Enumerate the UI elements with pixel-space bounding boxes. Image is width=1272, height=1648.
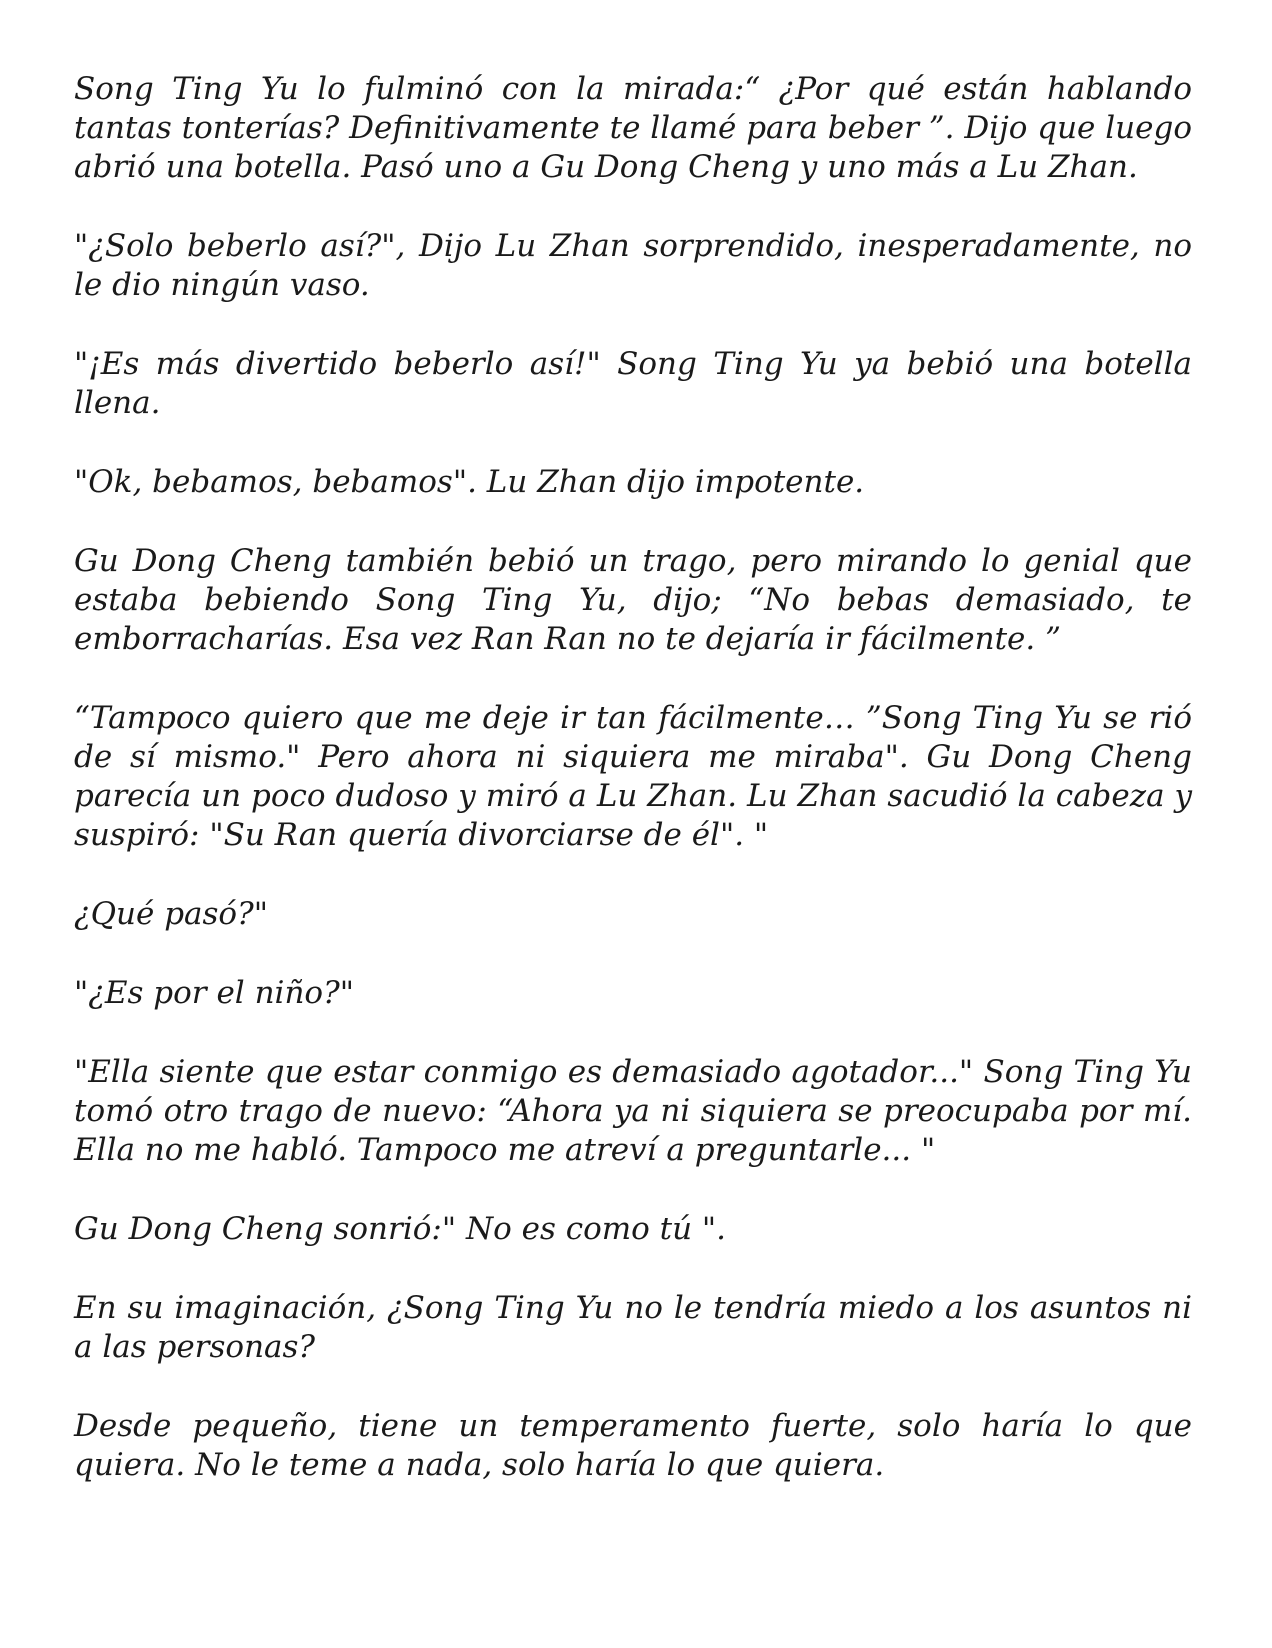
paragraph: "Ella siente que estar conmigo es demasiado agotador..." Song Ting Yu tomó otro trago de nuevo: “Ahora ya ni siquiera se preocupaba por mí. Ella no me habló. Tampoco me atreví a preguntarle... ": [74, 1054, 1192, 1168]
paragraph: "¿Es por el niño?": [74, 975, 354, 1011]
paragraph: En su imaginación, ¿Song Ting Yu no le tendría miedo a los asuntos ni a las personas?: [74, 1290, 1192, 1365]
paragraph: Desde pequeño, tiene un temperamento fuerte, solo haría lo que quiera. No le teme a nada, solo haría lo que quiera.: [74, 1408, 1192, 1483]
paragraph: ¿Qué pasó?": [74, 896, 268, 932]
paragraph: Gu Dong Cheng también bebió un trago, pero mirando lo genial que estaba bebiendo Song Ting Yu, dijo; “No bebas demasiado, te emborracharías. Esa vez Ran Ran no te dejaría ir fácilmente. ”: [74, 543, 1192, 657]
paragraph: “Tampoco quiero que me deje ir tan fácilmente… ”Song Ting Yu se rió de sí mismo." Pero ahora ni siquiera me miraba". Gu Dong Cheng parecía un poco dudoso y miró a Lu Zhan. Lu Zhan sacudió la cabeza y suspiró: "Su Ran quería divorciarse de él". ": [74, 700, 1192, 853]
document-page: [74, 70, 1192, 1485]
paragraph: "Ok, bebamos, bebamos". Lu Zhan dijo impotente.: [74, 464, 865, 500]
paragraph: "¡Es más divertido beberlo así!" Song Ting Yu ya bebió una botella llena.: [74, 346, 1192, 421]
paragraph: Song Ting Yu lo fulminó con la mirada:“ ¿Por qué están hablando tantas tonterías? Definitivamente te llamé para beber ”. Dijo que luego abrió una botella. Pasó uno a Gu Dong Cheng y uno más a Lu Zhan.: [74, 71, 1192, 185]
paragraph: Gu Dong Cheng sonrió:" No es como tú ".: [74, 1211, 727, 1247]
paragraph: "¿Solo beberlo así?", Dijo Lu Zhan sorprendido, inesperadamente, no le dio ningún vaso.: [74, 228, 1192, 303]
